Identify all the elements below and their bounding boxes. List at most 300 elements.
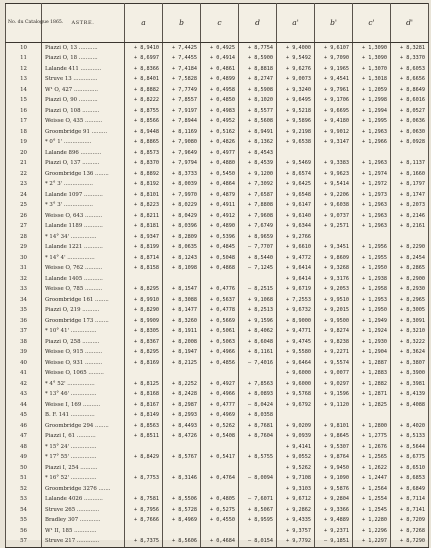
row-number: 36	[6, 316, 42, 327]
value-b: + 7,4455	[163, 54, 201, 65]
value-a-prime: + 9,2862	[277, 505, 315, 516]
value-a: + 8,8882	[125, 85, 163, 96]
table-row	[6, 505, 429, 516]
value-a-prime: + 9,0073	[277, 75, 315, 86]
value-d-prime: + 8,2161	[391, 222, 429, 233]
value-d: – 8,0094	[239, 474, 277, 485]
header-star: ASTRE.	[42, 4, 125, 43]
table-row	[6, 253, 429, 264]
value-c-prime: + 1,2998	[353, 96, 391, 107]
value-a: + 8,8192	[125, 180, 163, 191]
value-d-prime: + 8,6853	[391, 474, 429, 485]
table-row	[6, 306, 429, 317]
value-a-prime: + 9,6425	[277, 180, 315, 191]
value-d-prime: + 8,3210	[391, 327, 429, 338]
table-row	[6, 327, 429, 338]
value-b: + 8,2125	[163, 358, 201, 369]
value-a: + 8,9448	[125, 127, 163, 138]
star-name: * 16° 52' ...............	[42, 474, 125, 485]
table-body	[6, 43, 429, 548]
value-b: + 8,2987	[163, 400, 201, 411]
value-b-prime: + 9,4889	[315, 516, 353, 527]
value-c: + 0,4952	[201, 117, 239, 128]
value-a: + 8,8199	[125, 243, 163, 254]
table-row	[6, 75, 429, 86]
value-d-prime: + 8,1797	[391, 180, 429, 191]
value-a-prime: + 9,2198	[277, 127, 315, 138]
value-b-prime: + 9,2571	[315, 222, 353, 233]
value-a-prime: + 9,7792	[277, 537, 315, 548]
value-a: + 8,8181	[125, 222, 163, 233]
value-c-prime: + 1,2966	[353, 138, 391, 149]
value-a: + 8,8295	[125, 348, 163, 359]
value-d-prime: + 8,7114	[391, 495, 429, 506]
value-b: + 8,5728	[163, 505, 201, 516]
row-number: 57	[6, 537, 42, 548]
value-c	[201, 369, 239, 380]
row-number: 39	[6, 348, 42, 359]
value-c: + 0,4868	[201, 264, 239, 275]
value-b-prime: + 9,2271	[315, 348, 353, 359]
value-d: + 8,4062	[239, 327, 277, 338]
value-d	[239, 274, 277, 285]
value-a: + 8,9410	[125, 43, 163, 54]
value-d-prime: + 8,3091	[391, 316, 429, 327]
value-c: + 0,4983	[201, 106, 239, 117]
value-c-prime: + 1,2924	[353, 327, 391, 338]
value-c-prime: + 1,2973	[353, 190, 391, 201]
table-row	[6, 127, 429, 138]
star-name: Piazzi O, 219 ..........	[42, 306, 125, 317]
star-name: Weisse O, 1065 .........	[42, 369, 125, 380]
value-a: + 8,7956	[125, 505, 163, 516]
value-a: + 8,8169	[125, 358, 163, 369]
value-d: + 7,6587	[239, 190, 277, 201]
table-row	[6, 64, 429, 75]
value-d: + 9,1068	[239, 295, 277, 306]
value-c-prime: + 1,2297	[353, 537, 391, 548]
value-d-prime: + 8,7209	[391, 516, 429, 527]
value-a-prime: + 9,6792	[277, 400, 315, 411]
table-row	[6, 379, 429, 390]
value-b: + 8,1098	[163, 264, 201, 275]
value-b-prime: + 9,9500	[315, 316, 353, 327]
table-row	[6, 442, 429, 453]
row-number: 37	[6, 327, 42, 338]
value-b: + 8,5506	[163, 495, 201, 506]
value-a: + 8,8158	[125, 264, 163, 275]
value-a: + 8,8892	[125, 169, 163, 180]
table-row	[6, 516, 429, 527]
star-name: * 15° 24' ...............	[42, 442, 125, 453]
value-a: + 8,8755	[125, 106, 163, 117]
value-c: + 0,4776	[201, 285, 239, 296]
value-d-prime: + 8,3370	[391, 54, 429, 65]
row-number: 35	[6, 306, 42, 317]
value-d-prime: + 8,5133	[391, 432, 429, 443]
value-b-prime: + 9,1965	[315, 64, 353, 75]
value-b-prime: + 9,0077	[315, 369, 353, 380]
header-d: d	[239, 4, 277, 43]
value-b-prime: + 9,8645	[315, 432, 353, 443]
row-number: 33	[6, 285, 42, 296]
value-a-prime: + 7,2553	[277, 295, 315, 306]
table-row	[6, 411, 429, 422]
star-name: Weisse O, 915 ..........	[42, 348, 125, 359]
value-c-prime: + 1,2882	[353, 379, 391, 390]
value-b: + 8,2993	[163, 411, 201, 422]
value-a-prime: + 9,4141	[277, 442, 315, 453]
value-b-prime: + 9,4541	[315, 75, 353, 86]
value-a-prime: + 8,6574	[277, 169, 315, 180]
table-row	[6, 274, 429, 285]
header-a-prime: a'	[277, 4, 315, 43]
value-b-prime: + 9,0297	[315, 379, 353, 390]
row-number: 11	[6, 54, 42, 65]
row-number: 14	[6, 85, 42, 96]
value-a-prime: + 9,5768	[277, 390, 315, 401]
table-row	[6, 148, 429, 159]
value-c: + 0,4914	[201, 54, 239, 65]
value-c: + 0,4969	[201, 411, 239, 422]
value-b-prime: + 9,6695	[315, 106, 353, 117]
value-a-prime: + 9,6414	[277, 264, 315, 275]
value-a: + 8,8211	[125, 211, 163, 222]
value-b-prime: + 9,7961	[315, 85, 353, 96]
value-b-prime: + 9,7090	[315, 54, 353, 65]
value-c-prime: + 1,2972	[353, 180, 391, 191]
value-a-prime: + 9,5492	[277, 54, 315, 65]
value-c: + 0,4911	[201, 201, 239, 212]
value-b-prime	[315, 148, 353, 159]
table-row	[6, 190, 429, 201]
value-a-prime: + 9,6344	[277, 222, 315, 233]
value-b: + 8,1947	[163, 348, 201, 359]
value-c: + 0,4845	[201, 243, 239, 254]
table-row	[6, 117, 429, 128]
value-b-prime: + 9,8764	[315, 453, 353, 464]
value-b: + 8,1169	[163, 127, 201, 138]
value-c-prime: + 1,2554	[353, 495, 391, 506]
value-c: + 0,4879	[201, 190, 239, 201]
value-a: + 8,8290	[125, 306, 163, 317]
value-c: + 0,5061	[201, 327, 239, 338]
star-name: Struve 265 .............	[42, 505, 125, 516]
header-c-prime: c'	[353, 4, 391, 43]
table-row	[6, 54, 429, 65]
value-d-prime: + 8,3900	[391, 369, 429, 380]
value-b-prime: + 9,1090	[315, 474, 353, 485]
value-d: + 7,9608	[239, 211, 277, 222]
value-c: + 0,4958	[201, 85, 239, 96]
value-c: + 0,4925	[201, 43, 239, 54]
star-name: Piazzi I, 254 ..........	[42, 463, 125, 474]
value-d-prime: + 8,6775	[391, 453, 429, 464]
value-c: + 0,5063	[201, 337, 239, 348]
star-name: * 0° 1' ................	[42, 138, 125, 149]
value-b: + 8,3733	[163, 169, 201, 180]
value-c-prime: + 1,2676	[353, 442, 391, 453]
value-c-prime: + 1,3018	[353, 75, 391, 86]
value-a: + 8,8367	[125, 337, 163, 348]
value-c-prime: + 1,2883	[353, 369, 391, 380]
row-number: 16	[6, 106, 42, 117]
value-d-prime: + 8,4020	[391, 421, 429, 432]
row-number: 52	[6, 484, 42, 495]
value-d: + 8,5608	[239, 117, 277, 128]
value-c: + 0,4927	[201, 379, 239, 390]
star-name: W¹ II, 185 .............	[42, 526, 125, 537]
star-name: Weisse O, 643 ..........	[42, 211, 125, 222]
value-c: + 0,4805	[201, 495, 239, 506]
star-name: Struve 13 ..............	[42, 75, 125, 86]
row-number: 56	[6, 526, 42, 537]
star-name: W¹ O, 427 ..............	[42, 85, 125, 96]
value-a: + 8,8573	[125, 148, 163, 159]
value-d-prime: + 8,2290	[391, 243, 429, 254]
star-name: Weisse O, 762 ..........	[42, 264, 125, 275]
value-a-prime: + 9,6732	[277, 306, 315, 317]
value-d-prime	[391, 232, 429, 243]
value-c-prime: + 1,2963	[353, 201, 391, 212]
value-a-prime: + 9,4772	[277, 253, 315, 264]
value-a-prime: + 9,5896	[277, 117, 315, 128]
table-row	[6, 285, 429, 296]
value-b: + 8,1911	[163, 327, 201, 338]
star-name: Piazzi O, 137 ..........	[42, 159, 125, 170]
value-a: + 8,9909	[125, 316, 163, 327]
value-b-prime: + 9,1596	[315, 390, 353, 401]
table-row	[6, 264, 429, 275]
value-a: + 8,8714	[125, 253, 163, 264]
value-b: + 8,2809	[163, 232, 201, 243]
value-d: + 7,8563	[239, 379, 277, 390]
row-number: 22	[6, 169, 42, 180]
row-number: 12	[6, 64, 42, 75]
value-c-prime: + 1,2296	[353, 526, 391, 537]
value-c-prime: + 1,2564	[353, 484, 391, 495]
row-number: 42	[6, 379, 42, 390]
value-a: + 8,9910	[125, 295, 163, 306]
row-number: 50	[6, 463, 42, 474]
value-b: + 7,9970	[163, 190, 201, 201]
value-a: + 8,8149	[125, 411, 163, 422]
value-b: + 8,3260	[163, 316, 201, 327]
row-number: 20	[6, 148, 42, 159]
value-d: + 8,9491	[239, 127, 277, 138]
value-b: + 7,8944	[163, 117, 201, 128]
value-b-prime: + 9,5876	[315, 484, 353, 495]
value-c-prime	[353, 411, 391, 422]
value-b: + 7,9649	[163, 148, 201, 159]
value-a: + 8,7753	[125, 474, 163, 485]
value-c-prime: + 1,2447	[353, 474, 391, 485]
table-row	[6, 85, 429, 96]
table-row	[6, 526, 429, 537]
value-d: + 7,8808	[239, 201, 277, 212]
value-a-prime: + 9,3103	[277, 484, 315, 495]
star-name: * 13° 46' ...............	[42, 390, 125, 401]
row-number: 40	[6, 358, 42, 369]
value-b: + 7,4184	[163, 64, 201, 75]
star-name: Struve 217 .............	[42, 537, 125, 548]
value-d-prime: + 8,7141	[391, 505, 429, 516]
value-a-prime	[277, 148, 315, 159]
value-c	[201, 484, 239, 495]
value-a	[125, 369, 163, 380]
star-name: Lalande 896 ............	[42, 148, 125, 159]
star-name: Lalande 1221 ...........	[42, 243, 125, 254]
row-number: 32	[6, 274, 42, 285]
value-c-prime	[353, 148, 391, 159]
value-c-prime	[353, 232, 391, 243]
header-number: No. du Catalogue 1865.	[6, 4, 42, 43]
value-b-prime: + 9,0737	[315, 211, 353, 222]
star-name: Groombridge 91 .........	[42, 127, 125, 138]
value-b	[163, 484, 201, 495]
value-d-prime: + 8,4088	[391, 400, 429, 411]
value-d: – 7,7707	[239, 243, 277, 254]
value-a-prime: + 9,6414	[277, 274, 315, 285]
value-a: + 8,8167	[125, 400, 163, 411]
value-b-prime: + 9,9450	[315, 463, 353, 474]
value-b-prime: + 9,1120	[315, 400, 353, 411]
value-a-prime: + 9,4771	[277, 327, 315, 338]
value-b-prime: + 9,9510	[315, 295, 353, 306]
value-b	[163, 442, 201, 453]
value-c-prime: + 1,2059	[353, 85, 391, 96]
value-d-prime: + 8,0527	[391, 106, 429, 117]
value-c: + 0,5417	[201, 453, 239, 464]
value-c: + 0,4826	[201, 138, 239, 149]
value-c: + 0,4850	[201, 96, 239, 107]
catalogue-page	[5, 3, 428, 545]
table-row	[6, 201, 429, 212]
value-c	[201, 463, 239, 474]
table-row	[6, 537, 429, 548]
value-a: + 8,8222	[125, 96, 163, 107]
value-c: + 0,5450	[201, 169, 239, 180]
value-a-prime: + 9,6538	[277, 138, 315, 149]
value-b-prime: + 9,5574	[315, 358, 353, 369]
value-b: + 8,2008	[163, 337, 201, 348]
value-a: + 8,7581	[125, 495, 163, 506]
value-c-prime: + 1,2565	[353, 453, 391, 464]
value-d-prime: + 8,2865	[391, 264, 429, 275]
value-d-prime: + 8,0636	[391, 117, 429, 128]
value-a: + 8,8429	[125, 453, 163, 464]
value-c: + 0,4764	[201, 474, 239, 485]
value-d: – 8,0424	[239, 400, 277, 411]
value-a	[125, 274, 163, 285]
row-number: 27	[6, 222, 42, 233]
value-c-prime: + 1,2887	[353, 358, 391, 369]
table-row	[6, 453, 429, 464]
value-b-prime: + 9,5307	[315, 442, 353, 453]
value-d-prime: + 8,2965	[391, 295, 429, 306]
value-a: + 8,8865	[125, 138, 163, 149]
value-b: + 7,8557	[163, 96, 201, 107]
value-b-prime: + 9,3366	[315, 505, 353, 516]
value-d-prime: + 8,2930	[391, 285, 429, 296]
value-d	[239, 463, 277, 474]
value-b: + 8,0229	[163, 201, 201, 212]
value-b: + 7,9794	[163, 159, 201, 170]
row-number: 24	[6, 190, 42, 201]
table-row	[6, 421, 429, 432]
row-number: 29	[6, 243, 42, 254]
value-d	[239, 369, 277, 380]
value-b	[163, 463, 201, 474]
value-c: + 0,4861	[201, 64, 239, 75]
value-d: + 8,7681	[239, 421, 277, 432]
table-row	[6, 463, 429, 474]
table-row	[6, 43, 429, 54]
value-a-prime: + 9,4335	[277, 516, 315, 527]
value-c-prime: + 1,2963	[353, 211, 391, 222]
value-d-prime: + 8,1747	[391, 190, 429, 201]
value-d: + 8,8818	[239, 64, 277, 75]
value-c-prime: + 1,2825	[353, 400, 391, 411]
value-c: + 0,4966	[201, 348, 239, 359]
table-row	[6, 390, 429, 401]
value-c: + 0,4977	[201, 148, 239, 159]
star-name: Weisse O, 931 ..........	[42, 358, 125, 369]
star-name: Piazzi O, 258 ..........	[42, 337, 125, 348]
value-c: + 0,5262	[201, 421, 239, 432]
value-d-prime: + 8,3005	[391, 306, 429, 317]
value-d: + 8,5755	[239, 453, 277, 464]
value-a: + 8,8101	[125, 190, 163, 201]
value-b-prime: + 9,1706	[315, 96, 353, 107]
value-a: + 8,7666	[125, 516, 163, 527]
value-b: + 8,1547	[163, 285, 201, 296]
value-c-prime: + 1,2955	[353, 253, 391, 264]
value-c: + 0,4890	[201, 222, 239, 233]
star-name: Bradley 307 ............	[42, 516, 125, 527]
header-a: a	[125, 4, 163, 43]
star-name: Lalande 1189 ...........	[42, 222, 125, 233]
value-a-prime: + 9,6548	[277, 190, 315, 201]
table-row	[6, 169, 429, 180]
value-d-prime: + 8,3222	[391, 337, 429, 348]
value-c: + 0,5408	[201, 432, 239, 443]
value-c	[201, 526, 239, 537]
value-d-prime: + 8,6016	[391, 96, 429, 107]
table-row	[6, 106, 429, 117]
value-b-prime: + 9,3451	[315, 243, 353, 254]
value-d-prime: + 8,0630	[391, 127, 429, 138]
value-c: + 0,4778	[201, 306, 239, 317]
value-d: + 8,4543	[239, 148, 277, 159]
value-d-prime: + 8,2073	[391, 201, 429, 212]
value-d-prime: + 8,1660	[391, 169, 429, 180]
value-c: + 0,5048	[201, 253, 239, 264]
table-row	[6, 400, 429, 411]
value-a	[125, 484, 163, 495]
value-d-prime: + 8,3624	[391, 348, 429, 359]
value-a	[125, 442, 163, 453]
row-number: 54	[6, 505, 42, 516]
value-d	[239, 484, 277, 495]
star-name: Piazzi O, 18 ...........	[42, 54, 125, 65]
value-d: – 7,4016	[239, 358, 277, 369]
value-b-prime: + 9,8274	[315, 327, 353, 338]
value-d: + 8,9595	[239, 516, 277, 527]
value-a-prime: + 9,4745	[277, 337, 315, 348]
value-c: + 0,4550	[201, 516, 239, 527]
value-a	[125, 526, 163, 537]
